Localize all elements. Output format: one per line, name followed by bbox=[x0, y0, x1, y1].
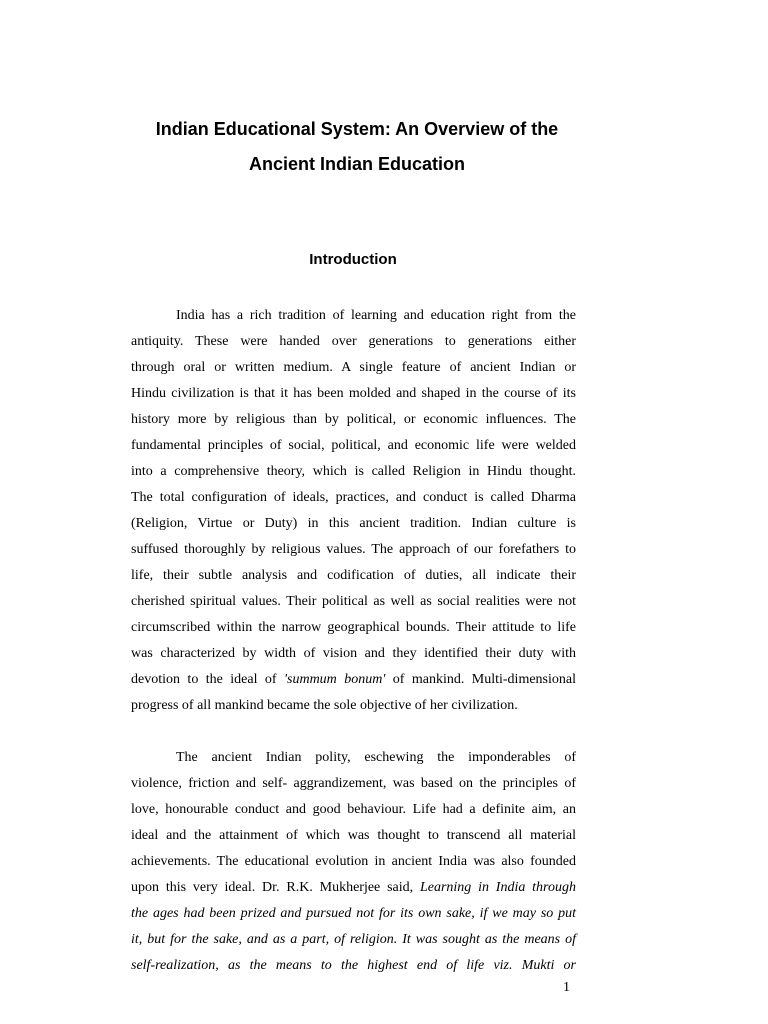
document-title-line-1: Indian Educational System: An Overview of the bbox=[155, 119, 559, 139]
paragraph-line: circumscribed within the narrow geographical bounds. Their attitude to life bbox=[131, 620, 576, 635]
quote-line: the ages had been prized and pursued not for its own sake, if we may so put bbox=[131, 906, 576, 921]
paragraph-line: violence, friction and self- aggrandizement, was based on the principles of bbox=[131, 776, 576, 791]
paragraph-line: life, their subtle analysis and codification of duties, all indicate their bbox=[131, 568, 576, 583]
paragraph-line: The ancient Indian polity, eschewing the imponderables of bbox=[176, 750, 576, 765]
paragraph-line: antiquity. These were handed over generations to generations either bbox=[131, 334, 576, 349]
document-title-line-2: Ancient Indian Education bbox=[248, 154, 465, 174]
quote-line: self-realization, as the means to the highest end of life viz. Mukti or bbox=[131, 958, 576, 973]
paragraph-line: achievements. The educational evolution in ancient India was also founded bbox=[131, 854, 576, 869]
quote-text: Learning in India through bbox=[419, 880, 576, 895]
paragraph-1 bbox=[131, 303, 576, 719]
latin-quote: 'summum bonum' bbox=[284, 672, 386, 687]
paragraph-line: cherished spiritual values. Their political as well as social realities were not bbox=[131, 594, 576, 609]
paragraph-line: was characterized by width of vision and they identified their duty with bbox=[131, 646, 576, 661]
line-text: of mankind. Multi-dimensional bbox=[385, 672, 576, 687]
paragraph-2 bbox=[131, 745, 576, 979]
paragraph-line: through oral or written medium. A single feature of ancient Indian or bbox=[131, 360, 576, 375]
line-text: devotion to the ideal of bbox=[131, 672, 285, 687]
paragraph-line: (Religion, Virtue or Duty) in this ancient tradition. Indian culture is bbox=[131, 516, 576, 531]
paragraph-line-with-quote bbox=[131, 667, 576, 693]
paragraph-line: fundamental principles of social, political, and economic life were welded bbox=[131, 438, 576, 453]
paragraph-line: ideal and the attainment of which was thought to transcend all material bbox=[131, 828, 576, 843]
paragraph-line-with-quote bbox=[131, 875, 576, 901]
line-text: upon this very ideal. Dr. R.K. Mukherjee said, bbox=[131, 880, 420, 895]
paragraph-line: India has a rich tradition of learning and education right from the bbox=[176, 308, 576, 323]
page-number: 1 bbox=[563, 980, 570, 995]
section-heading: Introduction bbox=[309, 251, 397, 268]
paragraph-line: progress of all mankind became the sole objective of her civilization. bbox=[131, 698, 518, 713]
quote-line: it, but for the sake, and as a part, of religion. It was sought as the means of bbox=[131, 932, 576, 947]
paragraph-line: suffused thoroughly by religious values. The approach of our forefathers to bbox=[131, 542, 576, 557]
paragraph-line: history more by religious than by political, or economic influences. The bbox=[131, 412, 576, 427]
paragraph-line: Hindu civilization is that it has been molded and shaped in the course of its bbox=[131, 386, 576, 401]
paragraph-line: into a comprehensive theory, which is called Religion in Hindu thought. bbox=[131, 464, 576, 479]
paragraph-line: The total configuration of ideals, practices, and conduct is called Dharma bbox=[131, 490, 576, 505]
paragraph-line: love, honourable conduct and good behaviour. Life had a definite aim, an bbox=[131, 802, 576, 817]
